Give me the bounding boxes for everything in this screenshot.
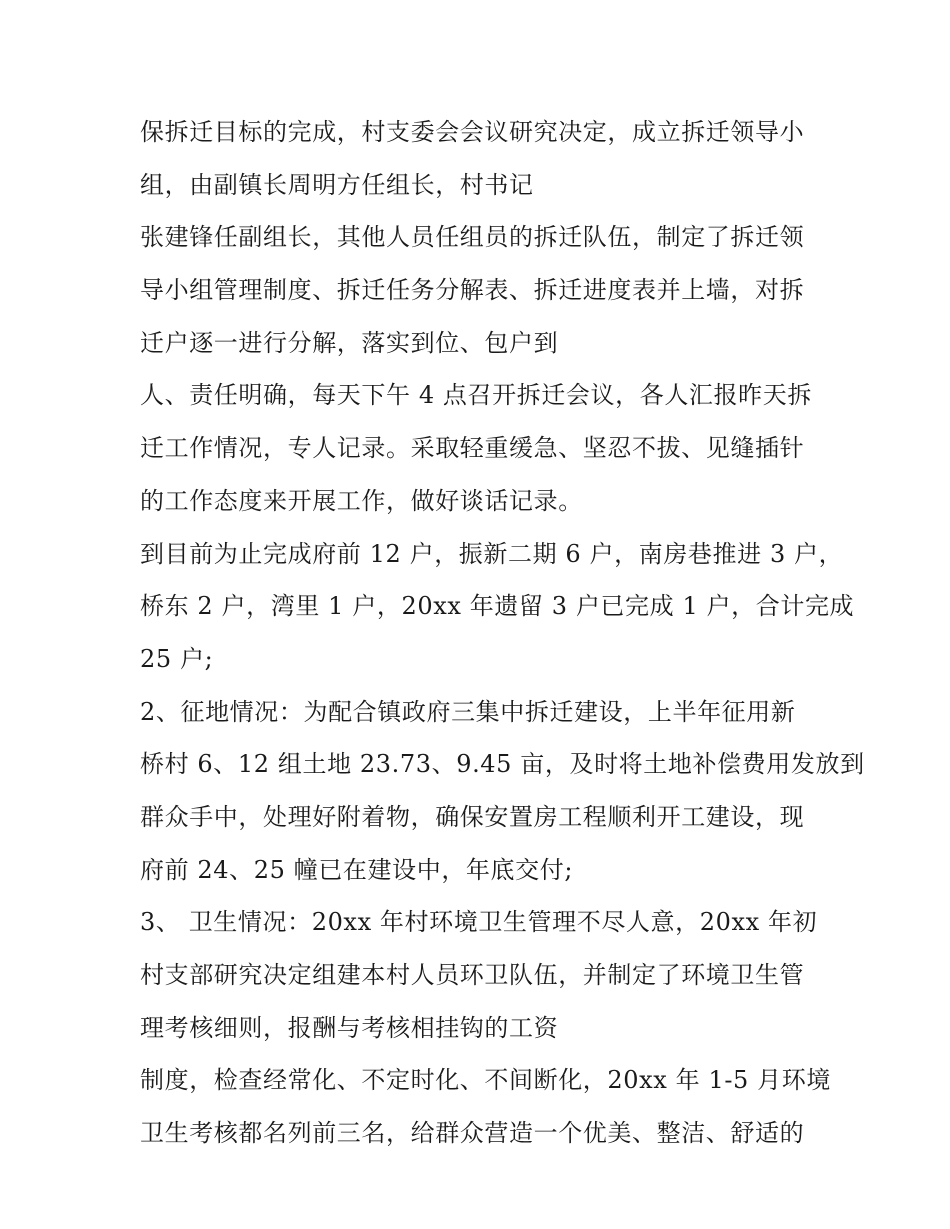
text-line: 3、 卫生情况：20xx 年村环境卫生管理不尽人意，20xx 年初 [140,908,818,937]
text-line: 到目前为止完成府前 12 户，振新二期 6 户，南房巷推进 3 户， [140,539,844,568]
text-line: 桥东 2 户，湾里 1 户，20xx 年遗留 3 户已完成 1 户，合计完成 [140,592,855,621]
text-line: 人、责任明确，每天下午 4 点召开拆迁会议，各人汇报昨天拆 [140,381,812,410]
text-line: 保拆迁目标的完成，村支委会会议研究决定，成立拆迁领导小 [140,118,805,146]
text-line: 村支部研究决定组建本村人员环卫队伍，并制定了环境卫生管 [140,961,805,989]
text-line: 迁工作情况，专人记录。采取轻重缓急、坚忍不拔、见缝插针 [140,434,805,463]
text-line: 组，由副镇长周明方任组长，村书记 [140,170,534,199]
text-line: 的工作态度来开展工作，做好谈话记录。 [140,486,583,515]
document-body [140,106,865,1160]
text-line: 制度，检查经常化、不定时化、不间断化，20xx 年 1-5 月环境 [140,1066,831,1095]
text-line: 群众手中，处理好附着物，确保安置房工程顺利开工建设，现 [140,802,805,831]
text-line: 理考核细则，报酬与考核相挂钩的工资 [140,1013,559,1042]
text-line: 2、征地情况：为配合镇政府三集中拆迁建设，上半年征用新 [140,697,796,726]
text-line: 桥村 6、12 组土地 23.73、9.45 亩，及时将土地补偿费用发放到 [140,750,865,779]
text-line: 导小组管理制度、拆迁任务分解表、拆迁进度表并上墙，对拆 [140,276,805,305]
text-line: 25 户; [140,644,214,673]
text-line: 迁户逐一进行分解，落实到位、包户到 [140,328,559,357]
text-line: 卫生考核都名列前三名，给群众营造一个优美、整洁、舒适的 [140,1119,805,1148]
text-line: 张建锋任副组长，其他人员任组员的拆迁队伍，制定了拆迁领 [140,223,805,252]
text-line: 府前 24、25 幢已在建设中，年底交付; [140,855,574,884]
